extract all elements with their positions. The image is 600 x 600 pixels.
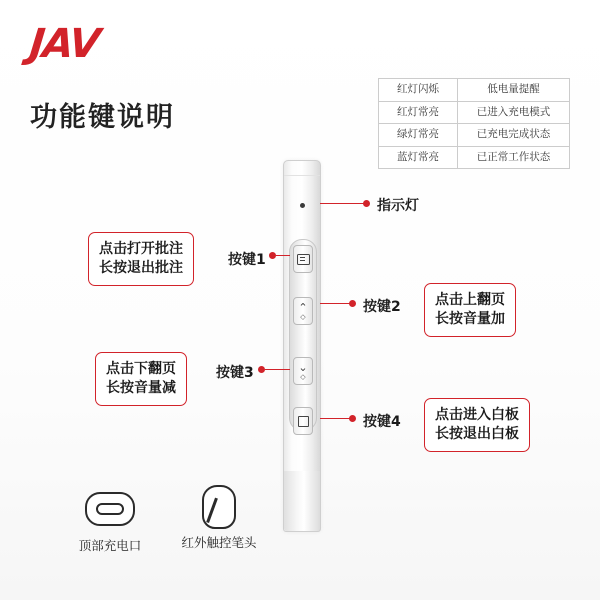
- led-state: 红灯常亮: [379, 101, 458, 124]
- indicator-light-label: 指示灯: [377, 198, 419, 214]
- table-row: [379, 124, 570, 147]
- indicator-led-icon: [300, 203, 305, 208]
- table-row: [379, 79, 570, 102]
- callout-key3-line2: 长按音量减: [106, 379, 176, 396]
- key2-label: 按键2: [363, 299, 401, 315]
- page-title: 功能键说明: [30, 102, 175, 133]
- callout-key4-line1: 点击进入白板: [435, 407, 519, 423]
- callout-key2-description: [424, 283, 516, 337]
- callout-key1-line1: 点击打开批注: [99, 241, 183, 257]
- device-button-2[interactable]: [293, 297, 313, 325]
- callout-key2-line2: 长按音量加: [435, 310, 505, 327]
- callout-key4-line2: 长按退出白板: [435, 425, 519, 442]
- table-row: [379, 146, 570, 169]
- leader-dot-indicator: [363, 200, 370, 207]
- callout-key4-description: [424, 398, 530, 452]
- chevron-up-icon: ⌃ ◇: [298, 300, 308, 321]
- annotation-icon: [297, 254, 310, 265]
- callout-key1-description: [88, 232, 194, 286]
- whiteboard-square-icon: [298, 416, 309, 427]
- leader-dot-key1: [269, 252, 276, 259]
- device-top-seam: [284, 175, 320, 176]
- device-button-4[interactable]: [293, 407, 313, 435]
- led-state: 红灯闪烁: [379, 79, 458, 102]
- callout-key3-description: [95, 352, 187, 406]
- key4-label: 按键4: [363, 414, 401, 430]
- table-row: [379, 101, 570, 124]
- callout-key2-line1: 点击上翻页: [435, 292, 505, 308]
- usb-c-port-icon: [85, 492, 135, 526]
- infrared-pen-tip-icon: [202, 485, 236, 529]
- charging-port-caption: 顶部充电口: [78, 538, 142, 553]
- leader-line-key3: [265, 369, 290, 370]
- leader-dot-key3: [258, 366, 265, 373]
- led-meaning: 已充电完成状态: [458, 124, 570, 147]
- led-state: 绿灯常亮: [379, 124, 458, 147]
- callout-key1-line2: 长按退出批注: [99, 259, 183, 276]
- callout-key3-line1: 点击下翻页: [106, 361, 176, 377]
- pen-tip-item: [164, 492, 274, 551]
- leader-line-key4: [320, 418, 350, 419]
- device-button-1[interactable]: [293, 245, 313, 273]
- device-button-3[interactable]: [293, 357, 313, 385]
- leader-line-indicator: [320, 203, 366, 204]
- presenter-device-illustration: [283, 160, 321, 532]
- leader-line-key2: [320, 303, 350, 304]
- brand-logo: JAV: [27, 21, 101, 67]
- key1-label: 按键1: [228, 252, 266, 268]
- pen-tip-caption: 红外触控笔头: [181, 535, 257, 550]
- leader-dot-key2: [349, 300, 356, 307]
- led-meaning: 低电量提醒: [458, 79, 570, 102]
- device-lower-body: [284, 471, 320, 531]
- charging-port-item: [60, 492, 160, 554]
- key3-label: 按键3: [216, 365, 254, 381]
- led-status-table: [378, 78, 570, 169]
- led-state: 蓝灯常亮: [379, 146, 458, 169]
- led-meaning: 已进入充电模式: [458, 101, 570, 124]
- leader-line-key1: [276, 255, 290, 256]
- chevron-down-icon: ⌄ ◇: [298, 360, 308, 381]
- leader-dot-key4: [349, 415, 356, 422]
- led-meaning: 已正常工作状态: [458, 146, 570, 169]
